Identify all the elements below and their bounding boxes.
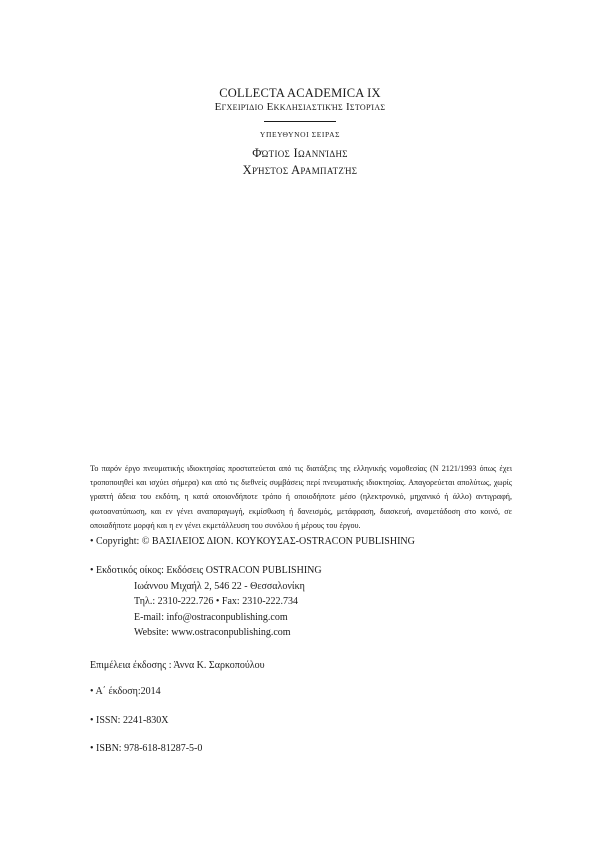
publisher-block bbox=[90, 563, 322, 641]
publisher-website: Website: www.ostraconpublishing.com bbox=[134, 627, 291, 638]
editor-name-1: Φώτιος Ιωαννίδης bbox=[252, 146, 348, 160]
publisher-phone: Τηλ.: 2310-222.726 • Fax: 2310-222.734 bbox=[134, 596, 299, 607]
issn-line: • ISSN: 2241-830X bbox=[90, 715, 169, 726]
copyright-line: • Copyright: © ΒΑΣΙΛΕΙΟΣ ΔΙΟΝ. ΚΟΥΚΟΥΣΑΣ-OSTRACON PUBLISHING bbox=[90, 536, 415, 547]
editor-name-2: Χρήστος Αραμπατζής bbox=[242, 163, 358, 177]
edition-line: • Α΄ έκδοση:2014 bbox=[90, 686, 161, 697]
publisher-label: • Εκδοτικός οίκος: Εκδόσεις OSTRACON PUBLISHING bbox=[90, 565, 322, 576]
publisher-address: Ιωάννου Μιχαήλ 2, 546 22 - Θεσσαλονίκη bbox=[134, 580, 305, 592]
editing-credit: Επιμέλεια έκδοσης : Άννα Κ. Σαρκοπούλου bbox=[90, 660, 265, 671]
series-title: COLLECTA ACADEMICA IX bbox=[219, 86, 381, 100]
editors-label: ΥΠΕΥΘΥΝΟΙ ΣΕΙΡΑΣ bbox=[259, 130, 341, 139]
legal-notice: Το παρόν έργο πνευματικής ιδιοκτησίας προστατεύεται από τις διατάξεις της ελληνικής νομοθεσίας (Ν 2121/1993 όπως έχει τροποποιηθεί και ισχύει σήμερα) και από τις διεθνείς συμβάσεις περί πνευματικής ιδιοκτησίας. Απαγορεύεται απολύτως, χωρίς γραπτή άδεια του εκδότη, η κατά οποιονδήποτε τρόπο ή οποιοδήποτε μέσο (ηλεκτρονικό, μηχανικό ή άλλο) αντιγραφή, φωτοανατύπωση, και εν γένει αναπαραγωγή, εκμίσθωση ή δανεισμός, μετάφραση, διασκευή, αναμετάδοση στο κοινό, σε οποιαδήποτε μορφή και η εν γένει εκμετάλλευση του συνόλου ή μέρους του έργου. bbox=[90, 464, 512, 530]
publisher-email: E-mail: info@ostraconpublishing.com bbox=[134, 611, 288, 623]
title-divider bbox=[264, 121, 336, 122]
series-subtitle: Εγχειρίδιο Εκκλησιαστικής Ιστορίας bbox=[214, 101, 386, 113]
isbn-line: • ISBN: 978-618-81287-5-0 bbox=[90, 743, 203, 754]
